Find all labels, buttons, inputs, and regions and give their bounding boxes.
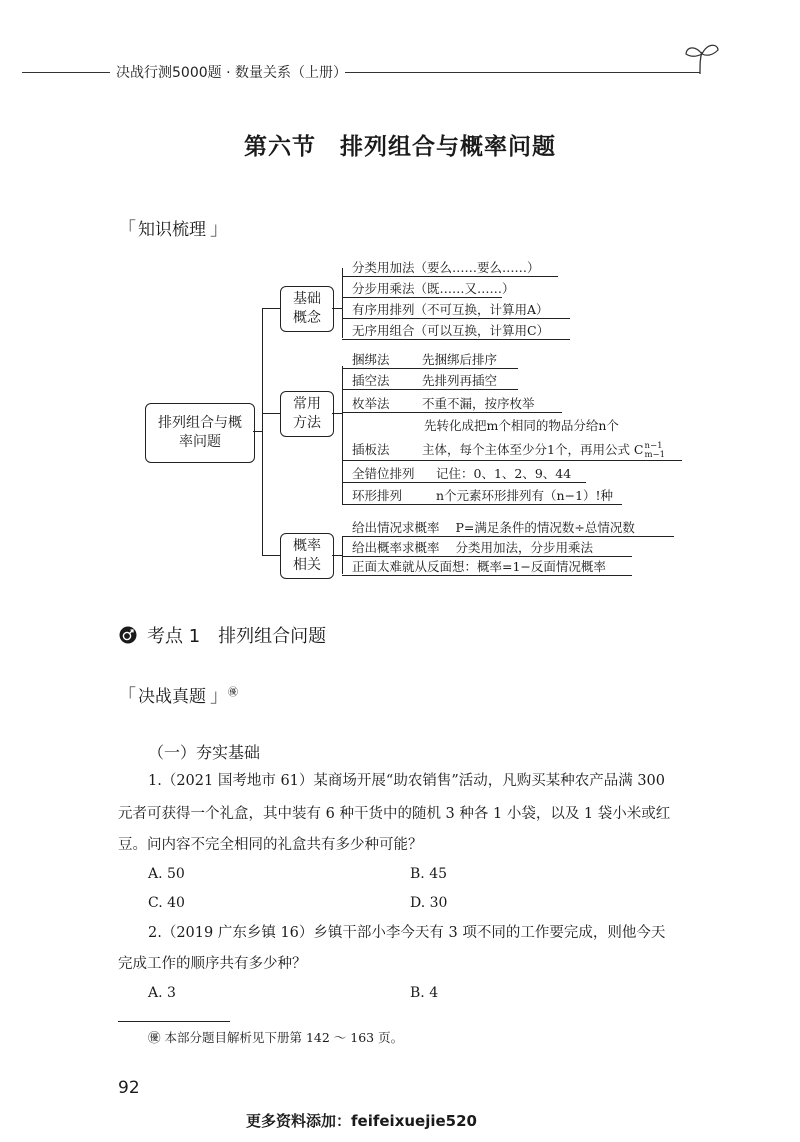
option-a: A. 50 [148, 866, 185, 882]
footnote-rule [118, 1021, 230, 1022]
connector [262, 308, 263, 555]
zhenti-heading: 「 决战真题 」㊝ [118, 686, 238, 707]
connector [342, 536, 343, 574]
leaf-item: 给出情况求概率 P=满足条件的情况数÷总情况数 [352, 520, 635, 535]
question-line: 元者可获得一个礼盒，其中装有 6 种干货中的随机 3 种各 1 小袋，以及 1 袋小米或红 [118, 806, 671, 822]
leaf-underline [342, 339, 570, 340]
page-number: 92 [118, 1078, 140, 1098]
leaf-item: 分类用加法（要么……要么……） [352, 260, 540, 275]
leaf-item: 有序用排列（不可互换，计算用A） [352, 302, 549, 317]
leaf-item: 先转化成把m个相同的物品分给n个 [424, 418, 619, 433]
connector [342, 268, 343, 338]
running-header: 决战行测5000题 · 数量关系（上册） [116, 65, 347, 81]
leaf-item: 插空法 先排列再插空 [352, 373, 498, 388]
leaf-item: 正面太难就从反面想：概率=1−反面情况概率 [352, 559, 606, 574]
connector [342, 366, 343, 504]
question-line: 完成工作的顺序共有多少种？ [118, 956, 307, 972]
leaf-underline [342, 368, 518, 369]
leaf-underline [342, 276, 558, 277]
knowledge-heading: 「 知识梳理 」 [118, 219, 228, 240]
leaf-underline [342, 536, 674, 537]
connector [332, 555, 342, 556]
header-rule-left [22, 72, 110, 73]
kaodian-title: 考点 1 排列组合问题 [147, 626, 327, 647]
leaf-underline [342, 412, 562, 413]
leaf-item: 捆绑法 先捆绑后排序 [352, 352, 498, 367]
chapter-title: 第六节 排列组合与概率问题 [244, 134, 556, 160]
leaf-item: 全错位排列 记住：0、1、2、9、44 [352, 466, 572, 481]
leaf-item: 插板法 主体，每个主体至少分1个，再用公式 C n−1 m−1 [352, 440, 666, 460]
sprout-icon [682, 42, 722, 76]
leaf-underline [342, 460, 682, 461]
question-line: 豆。问内容不完全相同的礼盒共有多少种可能？ [118, 837, 423, 853]
leaf-underline [342, 482, 586, 483]
group-box-methods: 常用方法 [280, 391, 334, 437]
leaf-item: 枚举法 不重不漏，按序枚举 [352, 396, 535, 411]
connector [332, 308, 342, 309]
leaf-item: 无序用组合（可以互换，计算用C） [352, 323, 550, 338]
watermark: 更多资料添加：feifeixuejie520 [246, 1112, 477, 1130]
group-box-probability: 概率相关 [280, 533, 334, 579]
footnote: ㊝ 本部分题目解析见下册第 142 ～ 163 页。 [148, 1030, 404, 1045]
option-b: B. 4 [410, 985, 439, 1001]
leaf-item: 环形排列 n个元素环形排列有（n−1）!种 [352, 488, 614, 503]
subsection-title: （一）夯实基础 [148, 743, 261, 762]
formula-combination: n−1 m−1 [644, 440, 666, 460]
connector [262, 413, 280, 414]
leaf-item: 分步用乘法（既……又……） [352, 281, 515, 296]
leaf-underline [342, 297, 502, 298]
leaf-item: 给出概率求概率 分类用加法，分步用乘法 [352, 540, 594, 555]
leaf-underline [342, 504, 622, 505]
group-box-basic: 基础概念 [280, 286, 334, 332]
leaf-underline [342, 575, 632, 576]
target-icon [119, 626, 137, 644]
mindmap-root: 排列组合与概率问题 [145, 403, 255, 463]
leaf-underline [342, 318, 570, 319]
question-line: 1.（2021 国考地市 61）某商场开展“助农销售”活动，凡购买某种农产品满 300 [148, 773, 666, 789]
option-c: C. 40 [148, 895, 185, 911]
connector [332, 413, 342, 414]
question-line: 2.（2019 广东乡镇 16）乡镇干部小李今天有 3 项不同的工作要完成，则他今天 [148, 925, 666, 941]
header-rule-right [345, 72, 700, 73]
connector [262, 308, 280, 309]
connector [262, 555, 280, 556]
option-d: D. 30 [410, 895, 448, 911]
option-a: A. 3 [148, 985, 176, 1001]
connector [253, 431, 262, 432]
option-b: B. 45 [410, 866, 448, 882]
leaf-underline [342, 389, 518, 390]
